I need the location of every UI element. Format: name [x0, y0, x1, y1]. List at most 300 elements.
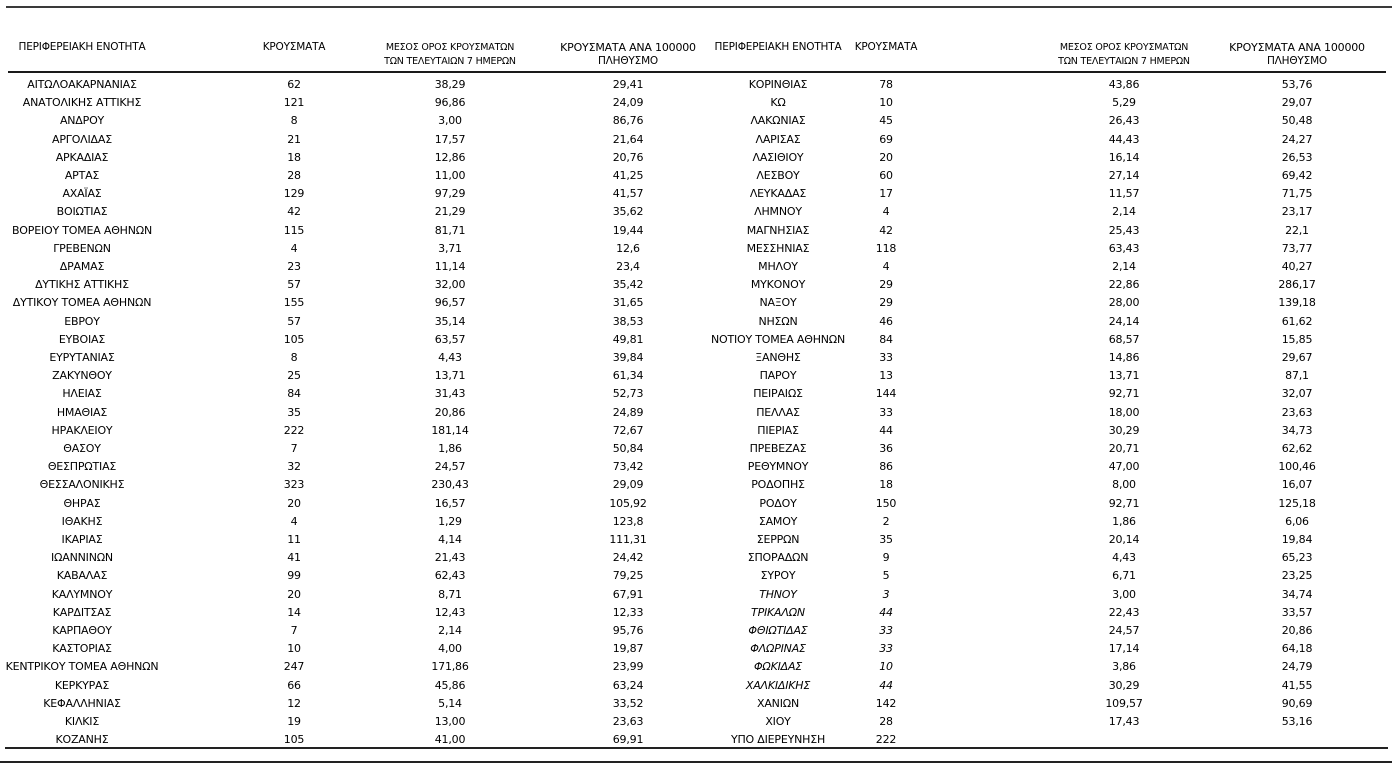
cases-cell: 28: [287, 169, 301, 182]
cases-cell: 19: [287, 715, 301, 728]
per100k-cell: 12,6: [616, 241, 640, 255]
region-cell: ΘΑΣΟΥ: [63, 442, 101, 455]
cases-cell: 13: [879, 369, 893, 383]
cases-cell: 323: [283, 478, 305, 492]
region-cell: ΜΑΓΝΗΣΙΑΣ: [746, 223, 810, 237]
avg7-cell: 30,29: [1108, 423, 1140, 437]
avg7-cell: 92,71: [1108, 496, 1140, 510]
region-cell: ΛΑΡΙΣΑΣ: [755, 132, 801, 146]
per100k-cell: 23,4: [616, 260, 640, 273]
per100k-cell: 61,34: [612, 369, 644, 383]
region-cell: ΘΕΣΠΡΩΤΙΑΣ: [47, 460, 117, 474]
cases-cell: 44: [879, 423, 893, 437]
cases-cell: 78: [879, 78, 893, 91]
per100k-cell: 286,17: [1278, 278, 1316, 292]
region-cell: ΦΩΚΙΔΑΣ: [753, 660, 803, 674]
per100k-cell: 38,53: [612, 314, 644, 328]
per100k-cell: 105,92: [609, 496, 647, 510]
per100k-cell: 26,53: [1281, 150, 1313, 164]
per100k-cell: 90,69: [1281, 696, 1313, 710]
region-cell: ΕΥΡΥΤΑΝΙΑΣ: [49, 351, 115, 364]
cases-cell: 20: [287, 496, 301, 510]
per100k-cell: 23,63: [612, 715, 644, 728]
per100k-cell: 49,81: [612, 332, 644, 346]
avg7-cell: 5,14: [438, 696, 462, 710]
cases-cell: 69: [879, 132, 893, 146]
per100k-cell: 69,91: [612, 733, 644, 747]
cases-cell: 11: [287, 533, 301, 546]
region-cell: ΠΙΕΡΙΑΣ: [757, 423, 799, 437]
region-cell: ΗΡΑΚΛΕΙΟΥ: [51, 423, 113, 437]
per100k-cell: 19,87: [612, 642, 644, 656]
cases-cell: 36: [879, 442, 893, 455]
cases-cell: 33: [879, 405, 893, 419]
cases-cell: 57: [287, 278, 301, 292]
region-cell: ΡΟΔΟΥ: [759, 496, 797, 510]
table-row: [0, 222, 1392, 240]
avg7-cell: 5,29: [1112, 96, 1136, 110]
avg7-cell: 38,29: [434, 78, 466, 91]
avg7-cell: 13,71: [434, 369, 466, 383]
cases-cell: 3: [882, 587, 890, 601]
cases-cell: 129: [283, 187, 305, 201]
cases-cell: 4: [290, 241, 298, 255]
region-cell: ΚΑΛΥΜΝΟΥ: [51, 587, 113, 601]
avg7-cell: 3,86: [1112, 660, 1136, 674]
cases-cell: 7: [290, 624, 298, 637]
avg7-cell: 35,14: [434, 314, 466, 328]
per100k-cell: 15,85: [1281, 332, 1313, 346]
per100k-cell: 67,91: [612, 587, 644, 601]
region-cell: ΜΗΛΟΥ: [758, 260, 798, 273]
per100k-cell: 39,84: [612, 351, 644, 364]
per100k-cell: 86,76: [612, 114, 644, 128]
table-row: [0, 331, 1392, 349]
header-line: ΤΩΝ ΤΕΛΕΥΤΑΙΩΝ 7 ΗΜΕΡΩΝ: [384, 55, 516, 67]
per100k-cell: 24,89: [612, 405, 644, 419]
region-cell: ΣΕΡΡΩΝ: [756, 533, 800, 546]
per100k-cell: 24,27: [1281, 132, 1313, 146]
cases-cell: 17: [879, 187, 893, 201]
cases-cell: 33: [879, 624, 893, 637]
cases-cell: 144: [875, 387, 897, 401]
per100k-cell: 79,25: [612, 569, 644, 583]
avg7-cell: 41,00: [434, 733, 466, 747]
region-cell: ΛΑΣΙΘΙΟΥ: [752, 150, 804, 164]
region-cell: ΧΑΛΚΙΔΙΚΗΣ: [745, 678, 811, 692]
header-line: ΤΩΝ ΤΕΛΕΥΤΑΙΩΝ 7 ΗΜΕΡΩΝ: [1058, 55, 1190, 67]
table-row: [0, 495, 1392, 513]
per100k-cell: 73,42: [612, 460, 644, 474]
cases-cell: 142: [875, 696, 897, 710]
avg7-cell: 2,14: [438, 624, 462, 637]
cases-cell: 4: [882, 205, 890, 219]
region-cell: ΒΟΙΩΤΙΑΣ: [56, 205, 108, 219]
cases-cell: 8: [290, 114, 298, 128]
per100k-cell: 125,18: [1278, 496, 1316, 510]
cases-cell: 105: [283, 733, 305, 747]
cases-cell: 18: [879, 478, 893, 492]
region-cell: ΑΡΓΟΛΙΔΑΣ: [52, 132, 112, 146]
header-line: ΚΡΟΥΣΜΑΤΑ: [854, 41, 918, 53]
avg7-cell: 8,71: [438, 587, 462, 601]
region-cell: ΚΕΝΤΡΙΚΟΥ ΤΟΜΕΑ ΑΘΗΝΩΝ: [5, 660, 159, 674]
region-cell: ΙΚΑΡΙΑΣ: [61, 533, 103, 546]
region-cell: ΡΕΘΥΜΝΟΥ: [747, 460, 809, 474]
region-cell: ΠΕΙΡΑΙΩΣ: [753, 387, 803, 401]
per100k-cell: 23,17: [1281, 205, 1313, 219]
region-cell: ΥΠΟ ΔΙΕΡΕΥΝΗΣΗ: [730, 733, 826, 747]
per100k-cell: 32,07: [1281, 387, 1313, 401]
table-row: [0, 531, 1392, 549]
avg7-cell: 32,00: [434, 278, 466, 292]
avg7-cell: 31,43: [434, 387, 466, 401]
region-cell: ΠΕΛΛΑΣ: [756, 405, 800, 419]
cases-cell: 14: [287, 605, 301, 619]
table-row: [0, 440, 1392, 458]
per100k-cell: 24,09: [612, 96, 644, 110]
region-cell: ΔΥΤΙΚΟΥ ΤΟΜΕΑ ΑΘΗΝΩΝ: [12, 296, 152, 310]
avg7-cell: 4,00: [438, 642, 462, 656]
cases-cell: 21: [287, 132, 301, 146]
table-row: [0, 604, 1392, 622]
cases-cell: 29: [879, 296, 893, 310]
avg7-cell: 30,29: [1108, 678, 1140, 692]
header-line: ΚΡΟΥΣΜΑΤΑ: [262, 41, 326, 53]
table-row: [0, 586, 1392, 604]
region-cell: ΝΟΤΙΟΥ ΤΟΜΕΑ ΑΘΗΝΩΝ: [710, 332, 846, 346]
avg7-cell: 92,71: [1108, 387, 1140, 401]
region-cell: ΑΙΤΩΛΟΑΚΑΡΝΑΝΙΑΣ: [27, 78, 137, 91]
cases-cell: 115: [283, 223, 305, 237]
per100k-cell: 29,67: [1281, 351, 1313, 364]
region-cell: ΖΑΚΥΝΘΟΥ: [52, 369, 112, 383]
region-cell: ΙΘΑΚΗΣ: [61, 514, 103, 528]
per100k-cell: 63,24: [612, 678, 644, 692]
per100k-cell: 20,86: [1281, 624, 1313, 637]
avg7-cell: 17,14: [1108, 642, 1140, 656]
cases-cell: 44: [879, 678, 893, 692]
cases-cell: 18: [287, 150, 301, 164]
region-cell: ΚΕΦΑΛΛΗΝΙΑΣ: [43, 696, 121, 710]
per100k-cell: 12,33: [612, 605, 644, 619]
region-cell: ΤΡΙΚΑΛΩΝ: [751, 605, 805, 619]
avg7-cell: 21,43: [434, 551, 466, 565]
cases-cell: 20: [287, 587, 301, 601]
cases-cell: 121: [283, 96, 305, 110]
avg7-cell: 14,86: [1108, 351, 1140, 364]
region-cell: ΚΩ: [770, 96, 786, 110]
per100k-cell: 24,79: [1281, 660, 1313, 674]
avg7-cell: 24,57: [1108, 624, 1140, 637]
cases-cell: 41: [287, 551, 301, 565]
table-row: [0, 349, 1392, 367]
region-cell: ΣΠΟΡΑΔΩΝ: [747, 551, 809, 565]
avg7-cell: 16,57: [434, 496, 466, 510]
per100k-cell: 23,63: [1281, 405, 1313, 419]
region-cell: ΣΥΡΟΥ: [760, 569, 796, 583]
avg7-cell: 18,00: [1108, 405, 1140, 419]
region-cell: ΛΕΥΚΑΔΑΣ: [749, 187, 807, 201]
per100k-cell: 31,65: [612, 296, 644, 310]
avg7-cell: 20,14: [1108, 533, 1140, 546]
table-row: [0, 203, 1392, 221]
cases-cell: 4: [290, 514, 298, 528]
region-cell: ΚΟΡΙΝΘΙΑΣ: [748, 78, 808, 91]
per100k-cell: 40,27: [1281, 260, 1313, 273]
avg7-cell: 26,43: [1108, 114, 1140, 128]
cases-cell: 84: [879, 332, 893, 346]
table-row: [0, 476, 1392, 494]
region-cell: ΑΝΔΡΟΥ: [59, 114, 105, 128]
per100k-cell: 33,57: [1281, 605, 1313, 619]
table-row: [0, 276, 1392, 294]
region-cell: ΙΩΑΝΝΙΝΩΝ: [51, 551, 113, 565]
table-row: [0, 404, 1392, 422]
per100k-cell: 65,23: [1281, 551, 1313, 565]
cases-cell: 4: [882, 260, 890, 273]
cases-cell: 62: [287, 78, 301, 91]
cases-cell: 10: [287, 642, 301, 656]
cases-cell: 29: [879, 278, 893, 292]
cases-cell: 25: [287, 369, 301, 383]
region-cell: ΚΑΡΠΑΘΟΥ: [52, 624, 112, 637]
per100k-cell: 50,48: [1281, 114, 1313, 128]
avg7-cell: 230,43: [431, 478, 469, 492]
cases-cell: 84: [287, 387, 301, 401]
region-cell: ΚΕΡΚΥΡΑΣ: [54, 678, 110, 692]
per100k-cell: 35,42: [612, 278, 644, 292]
region-cell: ΧΑΝΙΩΝ: [757, 696, 799, 710]
avg7-cell: 22,43: [1108, 605, 1140, 619]
table-row: [0, 258, 1392, 276]
per100k-cell: 33,52: [612, 696, 644, 710]
region-cell: ΘΗΡΑΣ: [63, 496, 101, 510]
cases-cell: 23: [287, 260, 301, 273]
avg7-cell: 20,86: [434, 405, 466, 419]
avg7-cell: 68,57: [1108, 332, 1140, 346]
table-row: [0, 367, 1392, 385]
region-cell: ΝΑΞΟΥ: [759, 296, 797, 310]
per100k-cell: 53,16: [1281, 715, 1313, 728]
avg7-cell: 20,71: [1108, 442, 1140, 455]
avg7-cell: 97,29: [434, 187, 466, 201]
per100k-cell: 95,76: [612, 624, 644, 637]
region-cell: ΚΑΣΤΟΡΙΑΣ: [52, 642, 112, 656]
cases-cell: 33: [879, 351, 893, 364]
avg7-cell: 17,57: [434, 132, 466, 146]
table-row: [0, 149, 1392, 167]
avg7-cell: 3,71: [438, 241, 462, 255]
header-line: ΚΡΟΥΣΜΑΤΑ ΑΝΑ 100000: [1229, 41, 1365, 54]
per100k-cell: 61,62: [1281, 314, 1313, 328]
region-cell: ΛΗΜΝΟΥ: [754, 205, 802, 219]
cases-cell: 7: [290, 442, 298, 455]
per100k-cell: 34,74: [1281, 587, 1313, 601]
avg7-cell: 2,14: [1112, 260, 1136, 273]
per100k-cell: 62,62: [1281, 442, 1313, 455]
cases-cell: 155: [283, 296, 305, 310]
cases-cell: 222: [283, 423, 305, 437]
avg7-cell: 181,14: [431, 423, 469, 437]
region-cell: ΔΡΑΜΑΣ: [59, 260, 105, 273]
region-cell: ΣΑΜΟΥ: [758, 514, 798, 528]
per100k-cell: 100,46: [1278, 460, 1316, 474]
per100k-cell: 29,09: [612, 478, 644, 492]
avg7-cell: 21,29: [434, 205, 466, 219]
table-row: [0, 112, 1392, 130]
cases-cell: 150: [875, 496, 897, 510]
cases-cell: 5: [882, 569, 890, 583]
cases-cell: 42: [879, 223, 893, 237]
region-cell: ΚΙΛΚΙΣ: [64, 715, 100, 728]
per100k-cell: 35,62: [612, 205, 644, 219]
region-cell: ΑΧΑΪΑΣ: [62, 187, 102, 201]
avg7-cell: 63,57: [434, 332, 466, 346]
avg7-cell: 109,57: [1105, 696, 1143, 710]
avg7-cell: 27,14: [1108, 169, 1140, 182]
region-cell: ΤΗΝΟΥ: [759, 587, 797, 601]
header-line: ΜΕΣΟΣ ΟΡΟΣ ΚΡΟΥΣΜΑΤΩΝ: [1059, 42, 1189, 53]
per100k-cell: 111,31: [609, 533, 647, 546]
avg7-cell: 96,86: [434, 96, 466, 110]
cases-cell: 35: [879, 533, 893, 546]
avg7-cell: 11,00: [434, 169, 466, 182]
region-cell: ΦΘΙΩΤΙΔΑΣ: [748, 624, 808, 637]
region-cell: ΑΝΑΤΟΛΙΚΗΣ ΑΤΤΙΚΗΣ: [22, 96, 142, 110]
region-cell: ΓΡΕΒΕΝΩΝ: [53, 241, 111, 255]
region-cell: ΦΛΩΡΙΝΑΣ: [750, 642, 806, 656]
per100k-cell: 41,57: [612, 187, 644, 201]
avg7-cell: 28,00: [1108, 296, 1140, 310]
per100k-cell: 16,07: [1281, 478, 1313, 492]
avg7-cell: 8,00: [1112, 478, 1136, 492]
table-row: [0, 640, 1392, 658]
avg7-cell: 3,00: [438, 114, 462, 128]
table-row: [0, 240, 1392, 258]
region-cell: ΛΑΚΩΝΙΑΣ: [750, 114, 806, 128]
cases-cell: 10: [879, 660, 893, 674]
avg7-cell: 17,43: [1108, 715, 1140, 728]
region-cell: ΜΥΚΟΝΟΥ: [750, 278, 806, 292]
avg7-cell: 12,86: [434, 150, 466, 164]
avg7-cell: 3,00: [1112, 587, 1136, 601]
cases-cell: 10: [879, 96, 893, 110]
header-line: ΚΡΟΥΣΜΑΤΑ ΑΝΑ 100000: [560, 41, 696, 54]
region-cell: ΑΡΚΑΔΙΑΣ: [55, 150, 109, 164]
header-line: ΠΛΗΘΥΣΜΟ: [1266, 54, 1327, 67]
avg7-cell: 4,43: [1112, 551, 1136, 565]
table-row: [0, 567, 1392, 585]
table-bottom-rule: [5, 747, 1388, 749]
per100k-cell: 20,76: [612, 150, 644, 164]
table-row: [0, 713, 1392, 731]
cases-cell: 2: [882, 514, 890, 528]
cases-cell: 42: [287, 205, 301, 219]
region-cell: ΔΥΤΙΚΗΣ ΑΤΤΙΚΗΣ: [35, 278, 129, 292]
per100k-cell: 71,75: [1281, 187, 1313, 201]
avg7-cell: 62,43: [434, 569, 466, 583]
per100k-cell: 34,73: [1281, 423, 1313, 437]
region-cell: ΞΑΝΘΗΣ: [755, 351, 801, 364]
cases-cell: 86: [879, 460, 893, 474]
cases-cell: 118: [875, 241, 897, 255]
cases-cell: 46: [879, 314, 893, 328]
avg7-cell: 12,43: [434, 605, 466, 619]
cases-cell: 105: [283, 332, 305, 346]
cases-cell: 222: [875, 733, 897, 747]
region-cell: ΑΡΤΑΣ: [64, 169, 100, 182]
region-cell: ΘΕΣΣΑΛΟΝΙΚΗΣ: [39, 478, 125, 492]
per100k-cell: 52,73: [612, 387, 644, 401]
region-cell: ΗΛΕΙΑΣ: [62, 387, 102, 401]
table-row: [0, 94, 1392, 112]
per100k-cell: 41,55: [1281, 678, 1313, 692]
avg7-cell: 6,71: [1112, 569, 1136, 583]
cases-cell: 33: [879, 642, 893, 656]
avg7-cell: 24,57: [434, 460, 466, 474]
cases-cell: 66: [287, 678, 301, 692]
region-cell: ΠΑΡΟΥ: [759, 369, 797, 383]
region-cell: ΕΒΡΟΥ: [64, 314, 100, 328]
table-row: [0, 458, 1392, 476]
avg7-cell: 45,86: [434, 678, 466, 692]
per100k-cell: 29,07: [1281, 96, 1313, 110]
cases-cell: 35: [287, 405, 301, 419]
cases-cell: 99: [287, 569, 301, 583]
cases-cell: 20: [879, 150, 893, 164]
per100k-cell: 23,99: [612, 660, 644, 674]
table-row: [0, 513, 1392, 531]
avg7-cell: 1,29: [438, 514, 462, 528]
avg7-cell: 43,86: [1108, 78, 1140, 91]
table-row: [0, 549, 1392, 567]
avg7-cell: 25,43: [1108, 223, 1140, 237]
table-row: [0, 658, 1392, 676]
cases-cell: 60: [879, 169, 893, 182]
per100k-cell: 22,1: [1285, 223, 1309, 237]
avg7-cell: 13,71: [1108, 369, 1140, 383]
per100k-cell: 29,41: [612, 78, 644, 91]
table-row: [0, 313, 1392, 331]
region-cell: ΚΑΒΑΛΑΣ: [56, 569, 108, 583]
avg7-cell: 44,43: [1108, 132, 1140, 146]
table-row: [0, 167, 1392, 185]
region-cell: ΜΕΣΣΗΝΙΑΣ: [746, 241, 810, 255]
cases-cell: 8: [290, 351, 298, 364]
cases-cell: 247: [283, 660, 305, 674]
per100k-cell: 19,84: [1281, 533, 1313, 546]
header-line: ΠΕΡΙΦΕΡΕΙΑΚΗ ΕΝΟΤΗΤΑ: [714, 41, 842, 53]
table-row: [0, 677, 1392, 695]
per100k-cell: 69,42: [1281, 169, 1313, 182]
per100k-cell: 72,67: [612, 423, 644, 437]
table-row: [0, 422, 1392, 440]
avg7-cell: 11,57: [1108, 187, 1140, 201]
table-row: [0, 76, 1392, 94]
cases-cell: 12: [287, 696, 301, 710]
per100k-cell: 73,77: [1281, 241, 1313, 255]
region-cell: ΕΥΒΟΙΑΣ: [58, 332, 106, 346]
avg7-cell: 47,00: [1108, 460, 1140, 474]
table-row: [0, 385, 1392, 403]
avg7-cell: 2,14: [1112, 205, 1136, 219]
region-cell: ΚΟΖΑΝΗΣ: [55, 733, 109, 747]
header-line: ΜΕΣΟΣ ΟΡΟΣ ΚΡΟΥΣΜΑΤΩΝ: [385, 42, 515, 53]
cases-cell: 28: [879, 715, 893, 728]
per100k-cell: 6,06: [1285, 514, 1309, 528]
region-cell: ΛΕΣΒΟΥ: [756, 169, 800, 182]
